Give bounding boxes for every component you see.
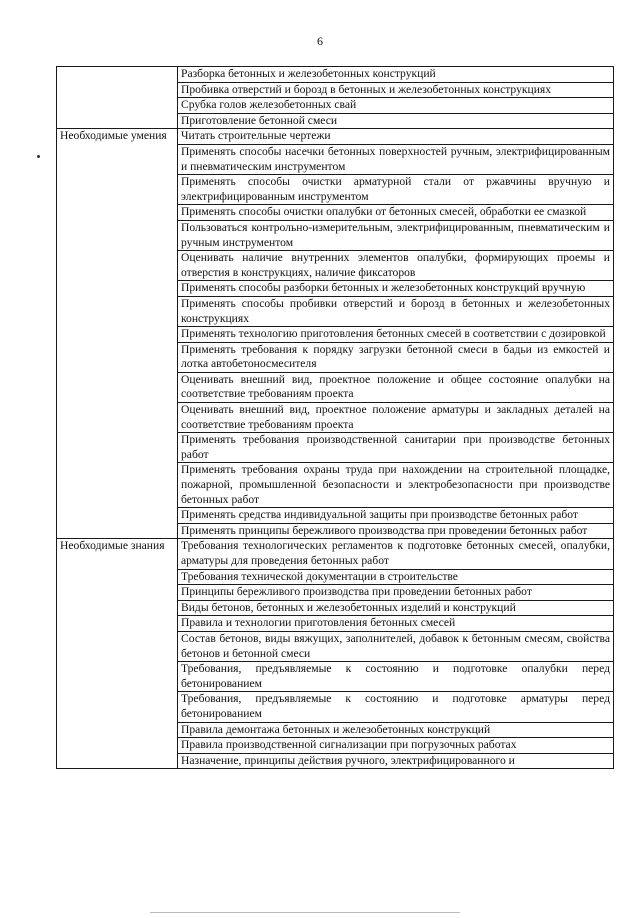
requirement-cell: Применять требования производственной санитарии при производстве бетонных работ	[178, 433, 614, 463]
requirements-table	[56, 66, 614, 769]
requirement-cell: Принципы бережливого производства при проведении бетонных работ	[178, 585, 614, 601]
requirement-cell: Правила демонтажа бетонных и железобетонных конструкций	[178, 722, 614, 738]
requirement-cell: Применять способы разборки бетонных и железобетонных конструкций вручную	[178, 281, 614, 297]
category-cell	[57, 67, 178, 129]
requirement-cell: Требования, предъявляемые к состоянию и подготовке арматуры перед бетонированием	[178, 692, 614, 722]
table-row	[57, 67, 614, 83]
table-body	[57, 67, 614, 769]
requirement-cell: Применять способы пробивки отверстий и борозд в бетонных и железобетонных конструкциях	[178, 296, 614, 326]
requirement-cell: Разборка бетонных и железобетонных конструкций	[178, 67, 614, 83]
requirement-cell: Пробивка отверстий и борозд в бетонных и железобетонных конструкциях	[178, 82, 614, 98]
table-row	[57, 539, 614, 569]
requirement-cell: Оценивать внешний вид, проектное положение и общее состояние опалубки на соответствие требованиям проекта	[178, 372, 614, 402]
requirement-cell: Срубка голов железобетонных свай	[178, 98, 614, 114]
requirement-cell: Приготовление бетонной смеси	[178, 113, 614, 129]
requirement-cell: Требования технологических регламентов к подготовке бетонных смесей, опалубки, арматуры для проведения бетонных работ	[178, 539, 614, 569]
requirement-cell: Оценивать внешний вид, проектное положение арматуры и закладных деталей на соответствие требованиям проекта	[178, 403, 614, 433]
requirement-cell: Правила производственной сигнализации при погрузочных работах	[178, 738, 614, 754]
category-cell: Необходимые умения	[57, 129, 178, 539]
requirement-cell: Читать строительные чертежи	[178, 129, 614, 145]
requirement-cell: Состав бетонов, виды вяжущих, заполнителей, добавок к бетонным смесям, свойства бетонов и бетонной смеси	[178, 631, 614, 661]
scan-artifact-line	[150, 912, 460, 913]
requirement-cell: Применять принципы бережливого производства при проведении бетонных работ	[178, 523, 614, 539]
scan-mark	[37, 155, 40, 158]
requirement-cell: Оценивать наличие внутренних элементов опалубки, формирующих проемы и отверстия в конструкциях, наличие фиксаторов	[178, 251, 614, 281]
requirement-cell: Применять технологию приготовления бетонных смесей в соответствии с дозировкой	[178, 327, 614, 343]
requirement-cell: Пользоваться контрольно-измерительным, электрифицированным, пневматическим и ручным инструментом	[178, 220, 614, 250]
requirement-cell: Применять требования к порядку загрузки бетонной смеси в бадьи из емкостей и лотка автобетоносмесителя	[178, 342, 614, 372]
requirement-cell: Применять средства индивидуальной защиты при производстве бетонных работ	[178, 508, 614, 524]
requirement-cell: Требования, предъявляемые к состоянию и подготовке опалубки перед бетонированием	[178, 662, 614, 692]
table-row	[57, 129, 614, 145]
requirement-cell: Применять способы очистки арматурной стали от ржавчины вручную и электрифицированным инструментом	[178, 175, 614, 205]
requirement-cell: Применять способы очистки опалубки от бетонных смесей, обработки ее смазкой	[178, 205, 614, 221]
page-number: 6	[317, 34, 323, 48]
requirement-cell: Назначение, принципы действия ручного, электрифицированного и	[178, 753, 614, 769]
requirement-cell: Требования технической документации в строительстве	[178, 569, 614, 585]
requirement-cell: Виды бетонов, бетонных и железобетонных изделий и конструкций	[178, 600, 614, 616]
requirement-cell: Применять способы насечки бетонных поверхностей ручным, электрифицированным и пневматическим инструментом	[178, 144, 614, 174]
requirement-cell: Применять требования охраны труда при нахождении на строительной площадке, пожарной, промышленной безопасности и электробезопасности при производстве бетонных работ	[178, 463, 614, 508]
requirement-cell: Правила и технологии приготовления бетонных смесей	[178, 616, 614, 632]
category-cell: Необходимые знания	[57, 539, 178, 769]
